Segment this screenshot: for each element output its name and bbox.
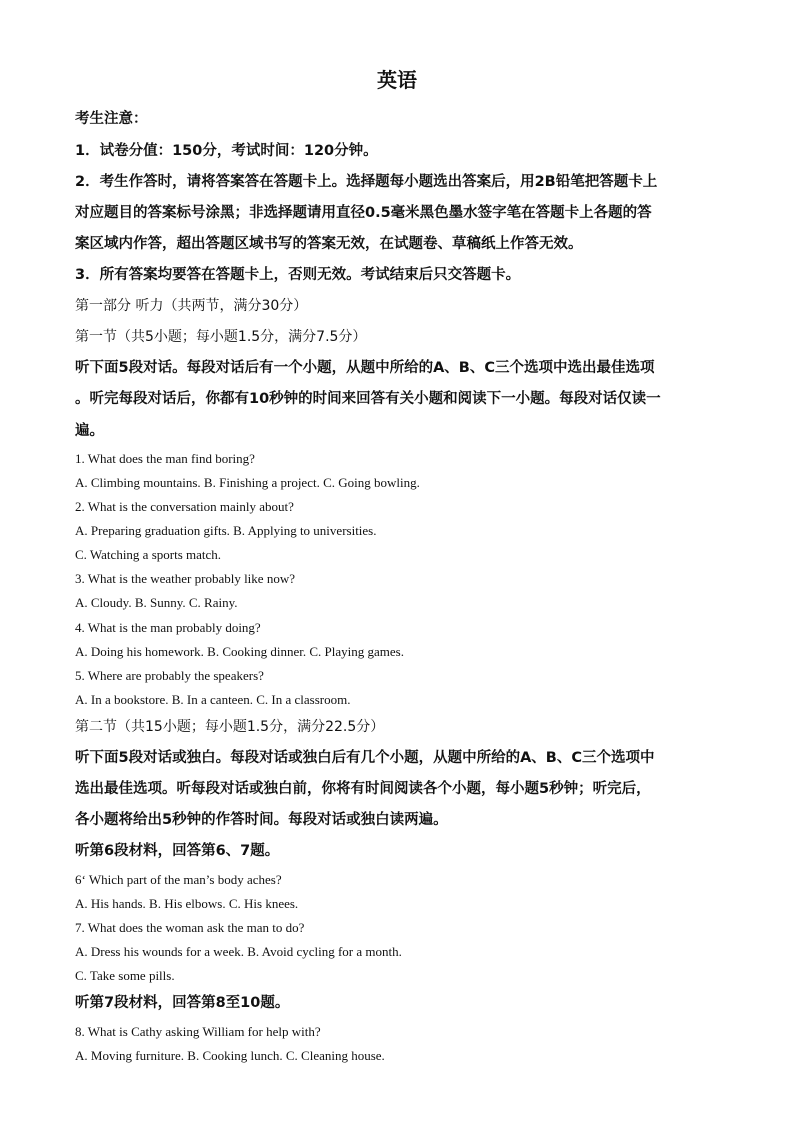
- material-7-heading: 听第7段材料，回答第8至10题。: [75, 995, 290, 1011]
- question-7: 7. What does the woman ask the man to do?: [75, 920, 305, 935]
- question-4: 4. What is the man probably doing?: [75, 620, 261, 635]
- part1-heading: 第一部分 听力（共两节，满分30分）: [75, 298, 308, 314]
- notice-item-3: 3．所有答案均要答在答题卡上，否则无效。考试结束后只交答题卡。: [75, 267, 521, 283]
- notice-heading: 考生注意：: [75, 111, 148, 127]
- notice-item-1: 1．试卷分值：150分，考试时间：120分钟。: [75, 143, 378, 159]
- section2-heading: 第二节（共15小题；每小题1.5分，满分22.5分）: [75, 719, 385, 735]
- section2-instructions-line-2: 选出最佳选项。听每段对话或独白前，你将有时间阅读各个小题，每小题5秒钟；听完后，: [75, 781, 651, 797]
- question-2: 2. What is the conversation mainly about?: [75, 499, 294, 514]
- question-7-options-line-2: C. Take some pills.: [75, 968, 175, 983]
- page-title: 英语: [377, 68, 417, 92]
- section2-instructions-line-3: 各小题将给出5秒钟的作答时间。每段对话或独白读两遍。: [75, 812, 448, 828]
- question-2-options-line-1: A. Preparing graduation gifts. B. Applying to universities.: [75, 523, 377, 538]
- question-5: 5. Where are probably the speakers?: [75, 668, 264, 683]
- question-8: 8. What is Cathy asking William for help with?: [75, 1024, 321, 1039]
- question-8-options: A. Moving furniture. B. Cooking lunch. C. Cleaning house.: [75, 1048, 385, 1063]
- notice-item-2-line-1: 2．考生作答时，请将答案答在答题卡上。选择题每小题选出答案后，用2B铅笔把答题卡上: [75, 174, 658, 190]
- question-2-options-line-2: C. Watching a sports match.: [75, 547, 222, 562]
- question-6-options: A. His hands. B. His elbows. C. His knees.: [75, 896, 299, 911]
- section1-instructions-line-1: 听下面5段对话。每段对话后有一个小题，从题中所给的A、B、C三个选项中选出最佳选项: [75, 360, 655, 376]
- question-3: 3. What is the weather probably like now?: [75, 571, 295, 586]
- question-3-options: A. Cloudy. B. Sunny. C. Rainy.: [75, 595, 238, 610]
- notice-item-2-line-3: 案区域内作答，超出答题区域书写的答案无效，在试题卷、草稿纸上作答无效。: [75, 236, 583, 252]
- question-5-options: A. In a bookstore. B. In a canteen. C. In a classroom.: [75, 692, 351, 707]
- question-4-options: A. Doing his homework. B. Cooking dinner. C. Playing games.: [75, 644, 404, 659]
- section1-instructions-line-3: 遍。: [75, 423, 104, 439]
- question-1: 1. What does the man find boring?: [75, 451, 255, 466]
- material-6-heading: 听第6段材料，回答第6、7题。: [75, 843, 280, 859]
- section1-instructions-line-2: 。听完每段对话后，你都有10秒钟的时间来回答有关小题和阅读下一小题。每段对话仅读一: [75, 391, 661, 407]
- question-7-options-line-1: A. Dress his wounds for a week. B. Avoid cycling for a month.: [75, 944, 402, 959]
- notice-item-2-line-2: 对应题目的答案标号涂黑；非选择题请用直径0.5毫米黑色墨水签字笔在答题卡上各题的答: [75, 205, 652, 221]
- question-1-options: A. Climbing mountains. B. Finishing a project. C. Going bowling.: [75, 475, 420, 490]
- section2-instructions-line-1: 听下面5段对话或独白。每段对话或独白后有几个小题，从题中所给的A、B、C三个选项中: [75, 750, 655, 766]
- question-6: 6‘ Which part of the man’s body aches?: [75, 872, 282, 887]
- section1-heading: 第一节（共5小题；每小题1.5分，满分7.5分）: [75, 329, 367, 345]
